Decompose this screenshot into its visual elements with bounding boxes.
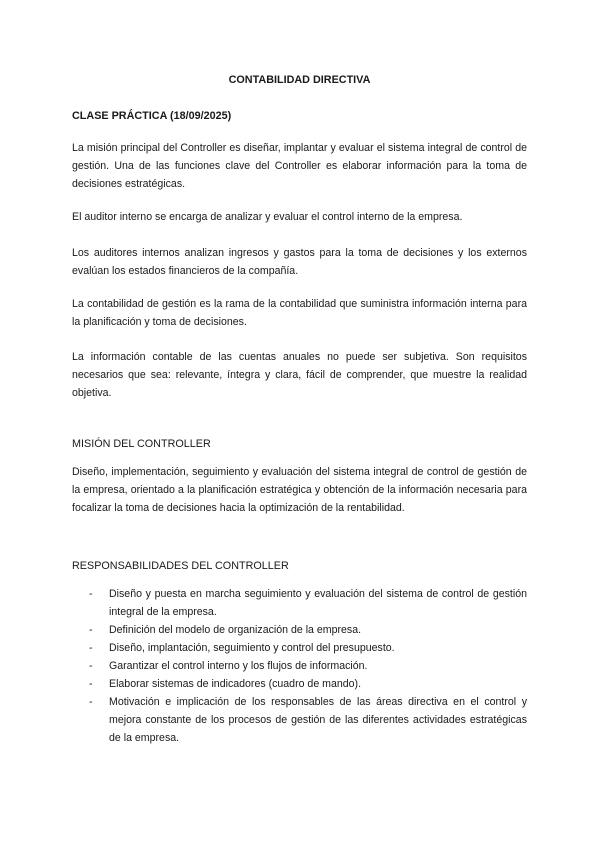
list-item-text: Definición del modelo de organización de la empresa. [109,624,362,636]
document-title: CONTABILIDAD DIRECTIVA [228,74,371,86]
paragraph-management-accounting: La contabilidad de gestión es la rama de la contabilidad que suministra información interna para la planificación y toma de decisiones. [72,298,527,328]
list-item-text: Garantizar el control interno y los flujos de información. [109,660,368,672]
list-item-text: Diseño, implantación, seguimiento y control del presupuesto. [109,642,395,654]
bullet-dash: - [89,642,93,654]
paragraph-internal-auditor: El auditor interno se encarga de analizar y evaluar el control interno de la empresa. [72,211,463,223]
bullet-dash: - [89,678,93,690]
paragraph-controller-mission: La misión principal del Controller es diseñar, implantar y evaluar el sistema integral de control de gestión. Una de las funciones clave del Controller es elaborar información para la toma de decisiones estratégicas. [72,142,527,190]
bullet-dash: - [89,660,93,672]
mission-heading: MISIÓN DEL CONTROLLER [72,438,211,450]
list-item [72,621,527,639]
list-item-text: Motivación e implicación de los responsables de las áreas directiva en el control y mejora constante de los procesos de gestión de las diferentes actividades estratégicas de la empresa. [109,696,527,744]
list-item [72,639,527,657]
mission-text: Diseño, implementación, seguimiento y evaluación del sistema integral de control de gestión de la empresa, orientado a la planificación estratégica y obtención de la información necesaria para focalizar la toma de decisiones hacia la optimización de la rentabilidad. [72,466,527,514]
list-item [72,693,527,747]
list-item-text: Diseño y puesta en marcha seguimiento y evaluación del sistema de control de gestión integral de la empresa. [109,588,527,618]
document-page [72,0,527,848]
list-item [72,675,527,693]
paragraph-accounting-information: La información contable de las cuentas anuales no puede ser subjetiva. Son requisitos necesarios que sea: relevante, íntegra y clara, fácil de comprender, que muestre la realidad objetiva. [72,351,527,399]
paragraph-auditors: Los auditores internos analizan ingresos y gastos para la toma de decisiones y los externos evalúan los estados financieros de la compañía. [72,247,527,277]
responsibilities-heading: RESPONSABILIDADES DEL CONTROLLER [72,560,289,572]
bullet-dash: - [89,588,93,600]
list-item [72,657,527,675]
class-subtitle: CLASE PRÁCTICA (18/09/2025) [72,110,232,122]
list-item-text: Elaborar sistemas de indicadores (cuadro de mando). [109,678,362,690]
bullet-dash: - [89,624,93,636]
list-item [72,585,527,621]
responsibilities-list [72,585,527,747]
bullet-dash: - [89,696,93,708]
